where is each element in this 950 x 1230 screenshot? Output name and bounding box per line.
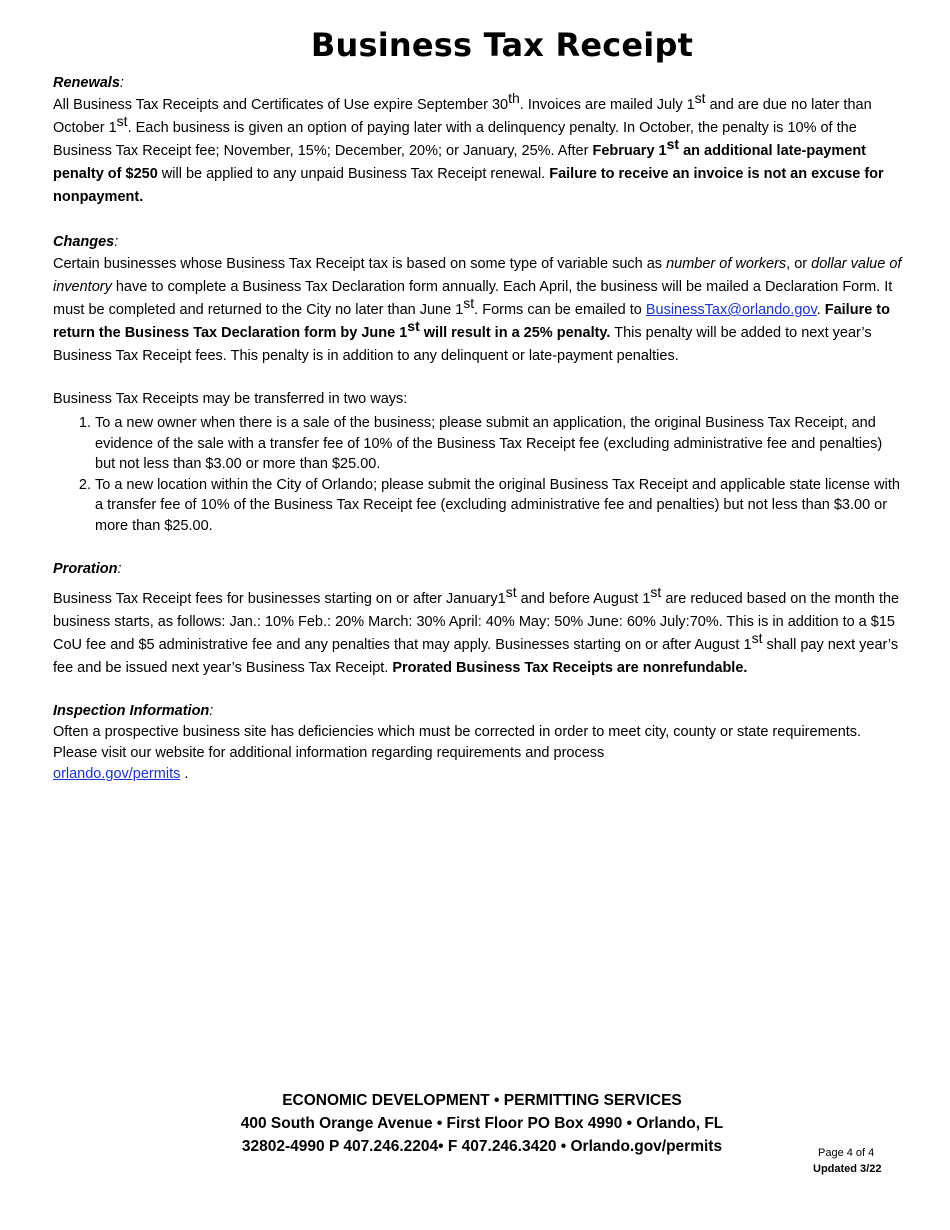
page-number: Page 4 of 4 <box>818 1147 875 1159</box>
page-footer <box>0 1089 950 1158</box>
footer-line-1: ECONOMIC DEVELOPMENT • PERMITTING SERVICES <box>282 1092 682 1109</box>
changes-heading: Changes: <box>53 234 119 250</box>
renewals-paragraph: All Business Tax Receipts and Certificates of Use expire September 30th. Invoices are mailed July 1st and are due no later than October 1st. Each business is given an option of paying later with a delinquency penalty. In October, the penalty is 10% of the Business Tax Receipt fee; November, 15%; December, 20%; or January, 25%. After February 1st an additional late-payment penalty of $250 will be applied to any unpaid Business Tax Receipt renewal. Failure to receive an invoice is not an excuse for nonpayment. <box>53 90 884 205</box>
proration-paragraph: Business Tax Receipt fees for businesses starting on or after January1st and before August 1st are reduced based on the month the business starts, as follows: Jan.: 10% Feb.: 20% March: 30% April: 40% May: 50% June: 60% July:70%. This is in addition to a $15 CoU fee and $5 administrative fee and any penalties that may apply. Businesses starting on or after August 1st shall pay next year’s fee and be issued next year’s Business Tax Receipt. Prorated Business Tax Receipts are nonrefundable. <box>53 584 900 676</box>
inspection-paragraph: Often a prospective business site has deficiencies which must be corrected in order to meet city, county or state requirements. Please visit our website for additional information regarding requirements and process orlando.gov/permits . <box>53 724 862 782</box>
footer-line-3: 32802-4990 P 407.246.2204• F 407.246.3420 • Orlando.gov/permits <box>241 1138 723 1155</box>
transfer-list <box>53 413 903 536</box>
renewals-heading: Renewals: <box>53 75 124 91</box>
transfer-intro: Business Tax Receipts may be transferred in two ways: <box>53 391 408 407</box>
changes-paragraph: Certain businesses whose Business Tax Receipt tax is based on some type of variable such as number of workers, or dollar value of inventory have to complete a Business Tax Declaration form annually. Each April, the business will be mailed a Declaration Form. It must be completed and returned to the City no later than June 1st. Forms can be emailed to BusinessTax@orlando.gov. Failure to return the Business Tax Declaration form by June 1st will result in a 25% penalty. This penalty will be added to next year’s Business Tax Receipt fees. This penalty is in addition to any delinquent or late-payment penalties. <box>53 256 902 364</box>
list-item: 2. To a new location within the City of Orlando; please submit the original Business Tax Receipt and applicable state license with a transfer fee of 10% of the Business Tax Receipt fee (excluding administrative fee and penalties) but not less than $3.00 or more than $25.00. <box>95 475 903 537</box>
proration-heading: Proration: <box>53 561 122 577</box>
page-title: Business Tax Receipt <box>310 26 694 64</box>
list-item: 1. To a new owner when there is a sale of the business; please submit an application, the original Business Tax Receipt, and evidence of the sale with a transfer fee of 10% of the Business Tax Receipt fee (excluding administrative fee and penalties) but not less than $3.00 or more than $25.00. <box>95 413 903 475</box>
updated-date: Updated 3/22 <box>813 1163 882 1175</box>
document-page <box>53 26 903 785</box>
footer-line-2: 400 South Orange Avenue • First Floor PO Box 4990 • Orlando, FL <box>240 1115 724 1132</box>
email-link[interactable]: BusinessTax@orlando.gov <box>645 302 817 318</box>
permits-link[interactable]: orlando.gov/permits <box>53 766 181 782</box>
page-number-block <box>813 1145 882 1177</box>
inspection-heading: Inspection Information: <box>53 703 214 719</box>
